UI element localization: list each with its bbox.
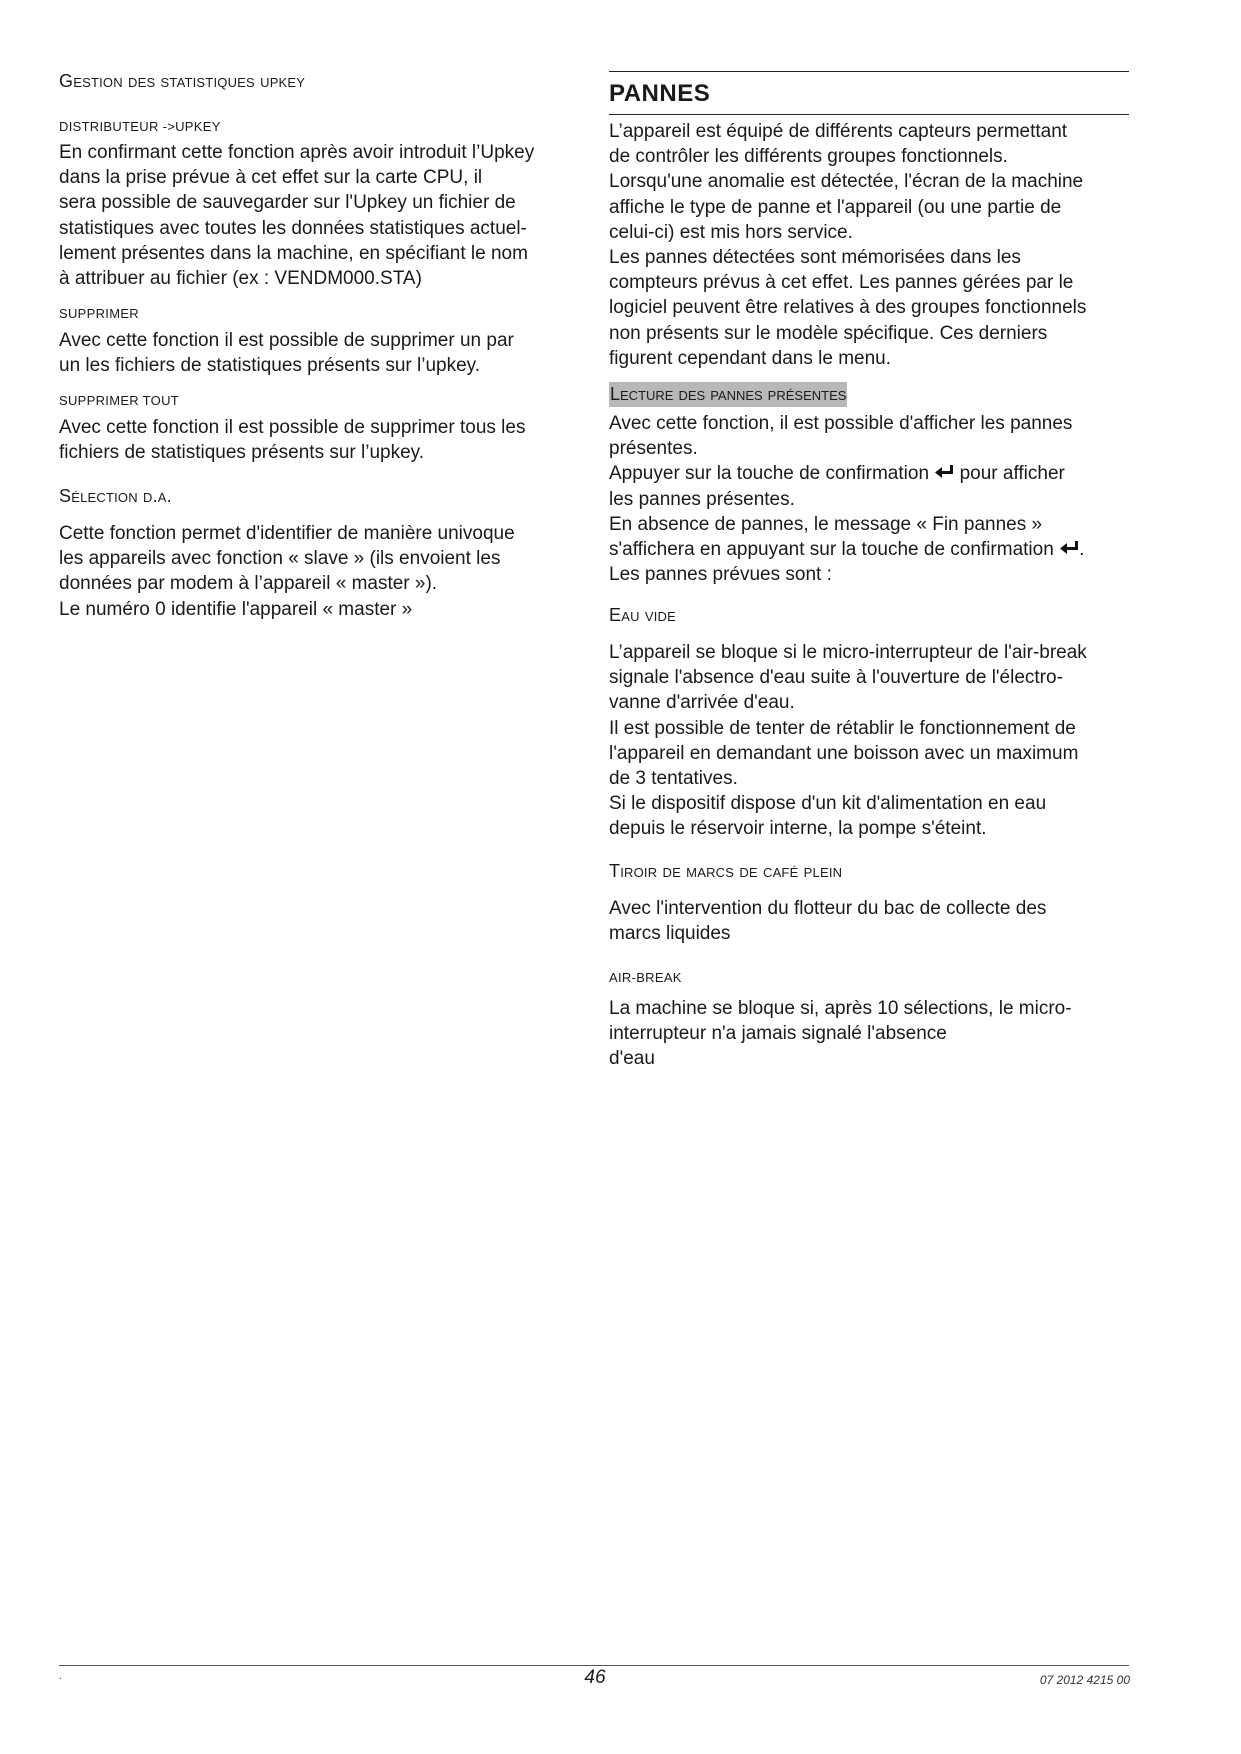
text-line: un les fichiers de statistiques présents sur l’upkey. (59, 355, 481, 377)
page-number: 46 (584, 1667, 606, 1688)
text-line: de contrôler les différents groupes fonctionnels. (609, 146, 1008, 168)
text-line: Avec cette fonction il est possible de supprimer tous les (59, 417, 526, 438)
heading-air-break: AIR-BREAK (609, 970, 682, 985)
text-line: dans la prise prévue à cet effet sur la carte CPU, il (59, 167, 483, 189)
paragraph-supprimer-tout (59, 415, 579, 465)
text-line: données par modem à l’appareil « master »). (59, 573, 438, 595)
title-underline (609, 114, 1129, 115)
enter-key-icon (934, 464, 954, 481)
text-line: En confirmant cette fonction après avoir introduit l’Upkey (59, 142, 535, 163)
text-line: non présents sur le modèle spécifique. Ces derniers (609, 322, 1048, 344)
heading-lecture-pannes: Lecture des pannes présentes (609, 382, 847, 407)
text-segment: pour afficher (954, 463, 1065, 485)
text-line: depuis le réservoir interne, la pompe s'éteint. (609, 818, 987, 840)
text-line: statistiques avec toutes les données statistiques actuel- (59, 217, 527, 239)
text-line: Avec cette fonction il est possible de supprimer un par (59, 330, 514, 351)
heading-distributeur-upkey: DISTRIBUTEUR ->UPKEY (59, 119, 221, 134)
text-line: les appareils avec fonction « slave » (ils envoient les (59, 548, 501, 570)
text-segment: . (1079, 539, 1085, 561)
heading-selection-da: Sélection d.a. (59, 486, 172, 506)
text-line: Les pannes détectées sont mémorisées dans les (609, 247, 1021, 269)
enter-key-icon (1059, 540, 1079, 557)
text-line (609, 461, 1129, 486)
text-line: marcs liquides (609, 923, 731, 945)
footer-rule (59, 1665, 1129, 1666)
paragraph-eau-vide (609, 640, 1129, 842)
text-line: signale l'absence d'eau suite à l'ouverture de l'électro- (609, 667, 1063, 689)
text-line: celui-ci) est mis hors service. (609, 221, 853, 243)
text-line: les pannes présentes. (609, 488, 795, 510)
text-line (609, 537, 1129, 562)
text-line: Il est possible de tenter de rétablir le fonctionnement de (609, 717, 1076, 739)
heading-gestion-statistiques: Gestion des statistiques upkey (59, 71, 306, 91)
text-line: Cette fonction permet d'identifier de manière univoque (59, 523, 515, 544)
text-line: Si le dispositif dispose d'un kit d'alimentation en eau (609, 793, 1047, 815)
paragraph-selection (59, 521, 579, 622)
text-line: fichiers de statistiques présents sur l’upkey. (59, 442, 425, 464)
text-line: sera possible de sauvegarder sur l'Upkey un fichier de (59, 192, 516, 214)
heading-tiroir-marcs: Tiroir de marcs de café plein (609, 861, 843, 881)
text-segment: s'affichera en appuyant sur la touche de confirmation (609, 539, 1060, 561)
text-line: de 3 tentatives. (609, 768, 738, 790)
text-line: d'eau (609, 1048, 655, 1070)
paragraph-supprimer (59, 328, 579, 378)
text-line: L’appareil se bloque si le micro-interrupteur de l'air-break (609, 642, 1087, 663)
text-line: Avec l'intervention du flotteur du bac de collecte des (609, 898, 1047, 919)
text-line: Le numéro 0 identifie l'appareil « master » (59, 598, 413, 620)
title-pannes: PANNES (609, 80, 711, 107)
paragraph-tiroir (609, 896, 1129, 946)
paragraph-pannes-intro (609, 119, 1129, 371)
text-line: interrupteur n'a jamais signalé l'absence (609, 1023, 947, 1045)
text-line: affiche le type de panne et l'appareil (ou une partie de (609, 196, 1062, 218)
text-line: Lorsqu'une anomalie est détectée, l'écran de la machine (609, 171, 1084, 193)
footer-dot: . (59, 1671, 62, 1682)
text-segment: Appuyer sur la touche de confirmation (609, 463, 935, 485)
text-line: En absence de pannes, le message « Fin pannes » (609, 513, 1043, 535)
text-line: lement présentes dans la machine, en spécifiant le nom (59, 242, 528, 264)
text-line: à attribuer au fichier (ex : VENDM000.STA) (59, 268, 422, 290)
top-rule (609, 71, 1129, 72)
text-line: Les pannes prévues sont : (609, 564, 832, 586)
text-line: Avec cette fonction, il est possible d'afficher les pannes (609, 413, 1073, 434)
text-line: L’appareil est équipé de différents capteurs permettant (609, 121, 1068, 142)
text-line: l'appareil en demandant une boisson avec un maximum (609, 742, 1079, 764)
document-code: 07 2012 4215 00 (1039, 1673, 1130, 1687)
paragraph-air-break (609, 996, 1129, 1072)
text-line: compteurs prévus à cet effet. Les pannes gérées par le (609, 272, 1074, 294)
paragraph-lecture (609, 411, 1129, 587)
heading-supprimer-tout: SUPPRIMER TOUT (59, 393, 180, 408)
text-line: présentes. (609, 438, 698, 460)
text-line: vanne d'arrivée d'eau. (609, 692, 795, 714)
text-line: figurent cependant dans le menu. (609, 347, 892, 369)
text-line: logiciel peuvent être relatives à des groupes fonctionnels (609, 297, 1087, 319)
heading-eau-vide: Eau vide (609, 605, 677, 625)
heading-supprimer: SUPPRIMER (59, 306, 139, 321)
paragraph-distributeur (59, 140, 579, 291)
text-line: La machine se bloque si, après 10 sélections, le micro- (609, 998, 1072, 1019)
